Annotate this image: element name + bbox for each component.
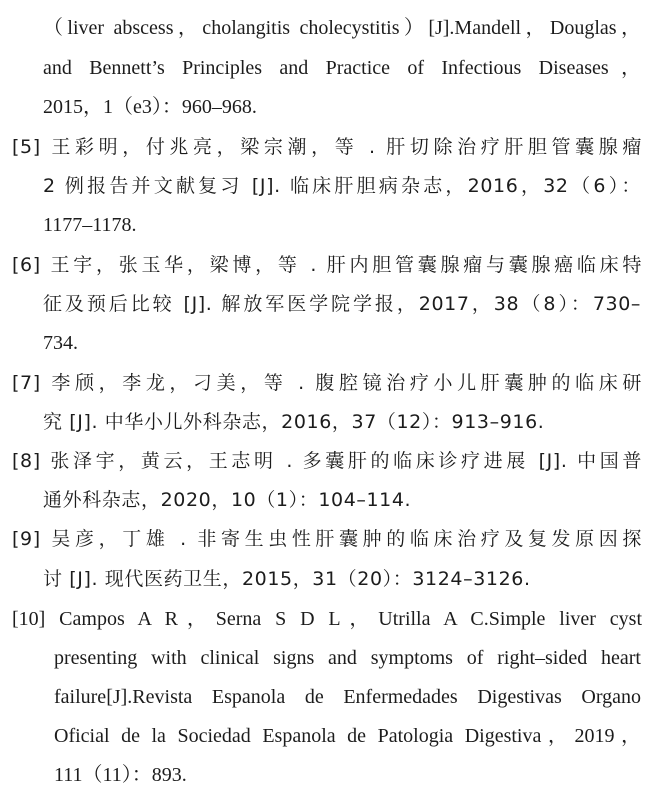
- ref-8-line-2: 通外科杂志，2020，10（1）：104–114.: [43, 489, 412, 511]
- ref-8-line-1: [8] 张泽宇，黄云，王志明 . 多囊肝的临床诊疗进展 [J]. 中国普: [12, 450, 642, 472]
- ref-10-line-4: Oficial de la Sociedad Espanola de Patologia Digestiva，2019，: [54, 725, 641, 747]
- ref-6-line-3: 734.: [43, 332, 78, 354]
- ref-10-line-2: presenting with clinical signs and symptoms of right–sided heart: [54, 647, 641, 669]
- ref-10-line-3: failure[J].Revista Espanola de Enfermedades Digestivas Organo: [54, 686, 641, 708]
- ref-7-line-1: [7] 李颀，李龙，刁美，等 . 腹腔镜治疗小儿肝囊肿的临床研: [12, 372, 642, 394]
- ref-5-line-2: 2 例报告并文献复习 [J]. 临床肝胆病杂志，2016，32（6）：: [43, 175, 641, 197]
- ref-continued-line-3: 2015，1（e3）：960–968.: [43, 96, 257, 118]
- ref-5-line-1: [5] 王彩明，付兆亮，梁宗潮，等 . 肝切除治疗肝胆管囊腺瘤: [12, 136, 642, 158]
- ref-6-line-2: 征及预后比较 [J]. 解放军医学院学报，2017，38（8）：730–: [43, 293, 641, 315]
- ref-6-line-1: [6] 王宇，张玉华，梁博，等 . 肝内胆管囊腺瘤与囊腺癌临床特: [12, 254, 642, 276]
- ref-10-line-5: 111（11）：893.: [54, 764, 187, 786]
- ref-continued-line-1: （liver abscess，cholangitis cholecystitis）[J].Mandell，Douglas，: [43, 17, 641, 39]
- ref-9-line-1: [9] 吴彦，丁雄 . 非寄生虫性肝囊肿的临床治疗及复发原因探: [12, 528, 642, 550]
- ref-continued-line-2: and Bennett’s Principles and Practice of Infectious Diseases，: [43, 57, 641, 79]
- ref-9-line-2: 讨 [J]. 现代医药卫生，2015，31（20）：3124–3126.: [43, 568, 531, 590]
- ref-10-line-1: [10] Campos A R，Serna S D L，Utrilla A C.Simple liver cyst: [12, 608, 642, 630]
- ref-5-line-3: 1177–1178.: [43, 214, 137, 236]
- ref-7-line-2: 究 [J]. 中华小儿外科杂志，2016，37（12）：913–916.: [43, 411, 545, 433]
